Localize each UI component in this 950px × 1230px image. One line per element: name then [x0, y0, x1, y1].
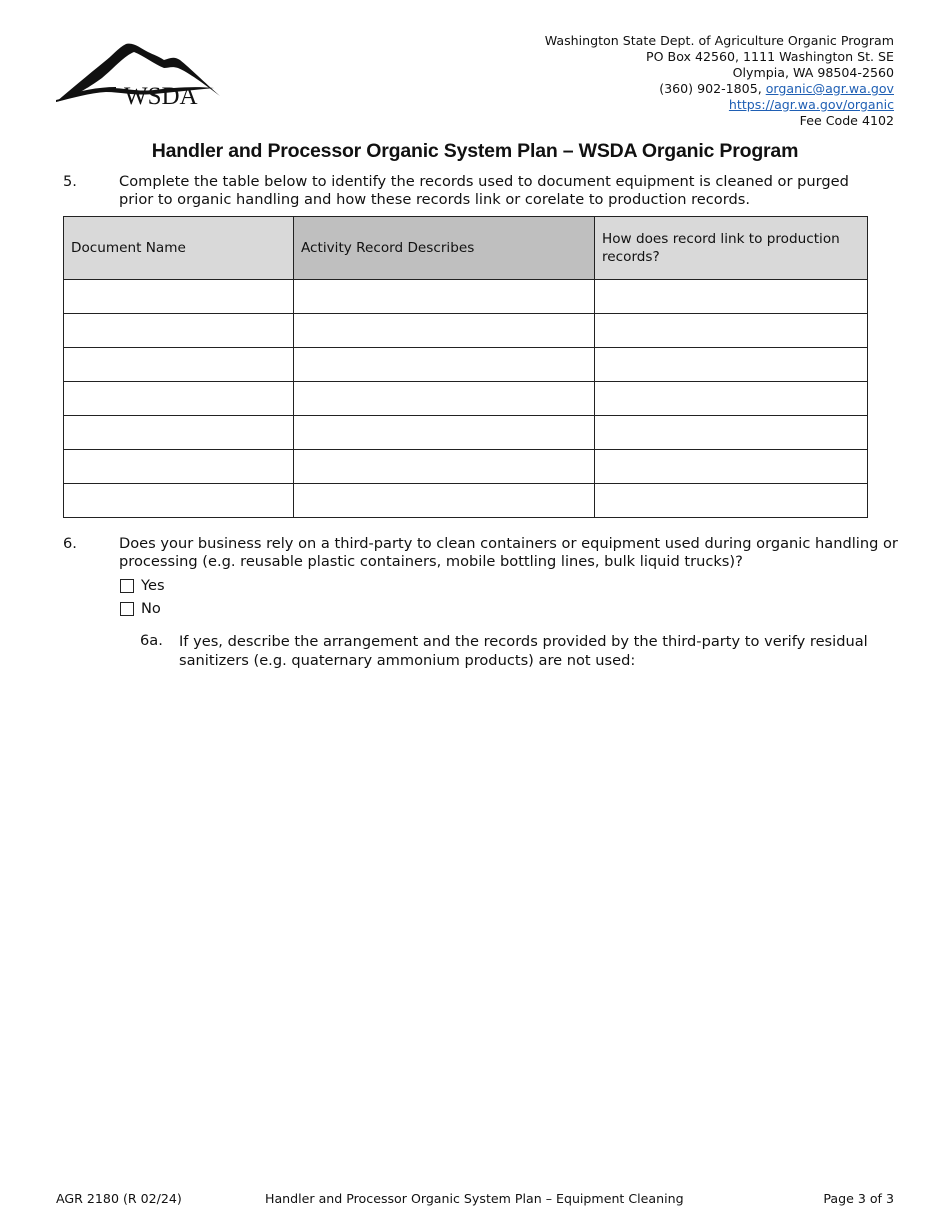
question-6a-number: 6a.: [140, 632, 163, 649]
contact-line: [545, 81, 894, 97]
table-row: [64, 450, 868, 484]
table-cell[interactable]: [64, 382, 294, 416]
question-6-line: Does your business rely on a third-party to clean containers or equipment used during organic handling or: [119, 535, 898, 552]
question-6-text: [119, 535, 898, 571]
question-5-line: prior to organic handling and how these records link or corelate to production records.: [119, 191, 750, 208]
wsda-logo: [54, 38, 224, 112]
records-table: [63, 216, 868, 518]
option-no-label: No: [141, 600, 161, 617]
footer-form-id: AGR 2180 (R 02/24): [56, 1191, 182, 1206]
table-cell[interactable]: [64, 348, 294, 382]
table-cell[interactable]: [294, 382, 595, 416]
fee-code: Fee Code 4102: [799, 113, 894, 128]
table-cell[interactable]: [595, 484, 868, 518]
table-cell[interactable]: [595, 314, 868, 348]
table-cell[interactable]: [294, 314, 595, 348]
checkbox-no[interactable]: [120, 602, 134, 616]
question-5-line: Complete the table below to identify the records used to document equipment is cleaned or purged: [119, 173, 849, 190]
table-cell[interactable]: [595, 450, 868, 484]
checkbox-yes[interactable]: [120, 579, 134, 593]
address-line: PO Box 42560, 1111 Washington St. SE: [646, 49, 894, 64]
table-cell[interactable]: [595, 382, 868, 416]
page-title: Handler and Processor Organic System Plan – WSDA Organic Program: [151, 140, 799, 162]
table-cell[interactable]: [595, 348, 868, 382]
table-row: [64, 416, 868, 450]
column-header-link: How does record link to production records?: [595, 217, 868, 280]
table-row: [64, 280, 868, 314]
address-line: Washington State Dept. of Agriculture Organic Program: [544, 33, 894, 48]
footer-page-number: Page 3 of 3: [823, 1191, 894, 1206]
table-row: [64, 314, 868, 348]
table-cell[interactable]: [294, 280, 595, 314]
table-cell[interactable]: [595, 280, 868, 314]
table-cell[interactable]: [64, 416, 294, 450]
table-cell[interactable]: [294, 348, 595, 382]
question-5-text: [119, 173, 849, 209]
question-5-number: 5.: [63, 173, 77, 190]
address-block: [545, 33, 894, 129]
table-cell[interactable]: [294, 450, 595, 484]
option-yes[interactable]: [120, 577, 165, 594]
question-6-line: processing (e.g. reusable plastic containers, mobile bottling lines, bulk liquid trucks)?: [119, 553, 743, 570]
logo-text: WSDA: [124, 83, 198, 110]
email-link[interactable]: organic@agr.wa.gov: [765, 81, 894, 96]
address-line: Olympia, WA 98504-2560: [732, 65, 894, 80]
table-cell[interactable]: [64, 484, 294, 518]
footer-form-title: Handler and Processor Organic System Plan – Equipment Cleaning: [265, 1191, 684, 1206]
question-6a-text: [179, 632, 868, 670]
table-cell[interactable]: [294, 484, 595, 518]
table-row: [64, 348, 868, 382]
question-6a-line: sanitizers (e.g. quaternary ammonium products) are not used:: [179, 652, 636, 669]
table-cell[interactable]: [64, 280, 294, 314]
question-6-number: 6.: [63, 535, 77, 552]
table-row: [64, 382, 868, 416]
table-row: [64, 484, 868, 518]
column-header-activity: Activity Record Describes: [294, 217, 595, 280]
option-no[interactable]: [120, 600, 161, 617]
phone: (360) 902-1805,: [659, 81, 766, 96]
website-link[interactable]: https://agr.wa.gov/organic: [728, 97, 894, 112]
table-cell[interactable]: [64, 314, 294, 348]
table-cell[interactable]: [294, 416, 595, 450]
question-6a-line: If yes, describe the arrangement and the records provided by the third-party to verify residual: [179, 633, 868, 650]
column-header-document-name: Document Name: [64, 217, 294, 280]
option-yes-label: Yes: [141, 577, 165, 594]
table-cell[interactable]: [595, 416, 868, 450]
table-cell[interactable]: [64, 450, 294, 484]
